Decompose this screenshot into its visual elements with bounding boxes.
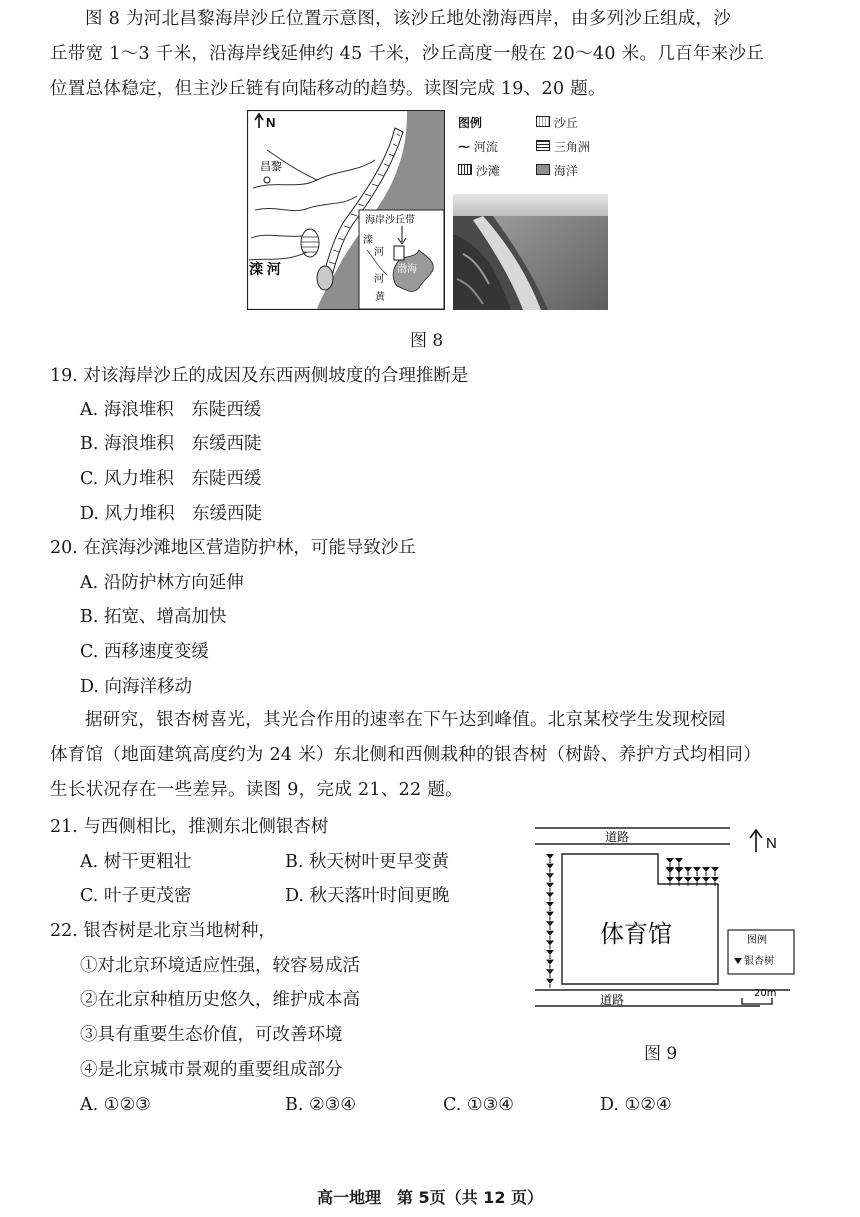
intro-line: 据研究，银杏树喜光，其光合作用的速率在下午达到峰值。北京某校学生发现校园 <box>85 710 726 730</box>
legend-label: 海洋 <box>553 164 578 178</box>
q21-option-a[interactable]: A. 树干更粗壮 <box>80 852 192 872</box>
ginkgo-tree-icon <box>546 864 554 869</box>
page-footer: 高一地理 第 5页（共 12 页） <box>316 1188 544 1207</box>
inset-river-label: 黄 <box>375 292 385 303</box>
aerial-photo <box>453 194 608 310</box>
intro-line: 图 8 为河北昌黎海岸沙丘位置示意图，该沙丘地处渤海西岸，由多列沙丘组成，沙 <box>85 9 732 29</box>
ginkgo-trees-northeast <box>666 858 719 886</box>
q21-option-b[interactable]: B. 秋天树叶更早变黄 <box>285 852 449 872</box>
inset-river-label: 河 <box>374 274 384 285</box>
ginkgo-tree-icon <box>675 877 683 882</box>
q21-option-c[interactable]: C. 叶子更茂密 <box>80 886 192 906</box>
ginkgo-tree-icon <box>546 979 554 984</box>
north-label: N <box>266 115 276 130</box>
ginkgo-tree-icon <box>684 877 692 882</box>
legend-label: 沙丘 <box>553 116 578 130</box>
inset-map <box>359 210 444 309</box>
beach-swatch-icon <box>458 164 472 175</box>
ginkgo-tree-icon <box>693 877 701 882</box>
road-bottom-label: 道路 <box>600 993 625 1007</box>
q22-option-c[interactable]: C. ①③④ <box>443 1095 514 1115</box>
fig9-legend-title: 图例 <box>747 935 767 946</box>
ginkgo-tree-icon <box>693 867 701 872</box>
ginkgo-tree-icon <box>711 867 719 872</box>
ginkgo-tree-icon <box>666 877 674 882</box>
q22-option-d[interactable]: D. ①②④ <box>600 1095 672 1115</box>
north-arrow-icon <box>750 830 762 852</box>
inset-river-label: 河 <box>374 247 384 258</box>
intro-paragraph-fig9 <box>50 703 810 808</box>
sea-swatch-icon <box>536 164 550 175</box>
q21-option-d[interactable]: D. 秋天落叶时间更晚 <box>285 886 450 906</box>
legend-label: 三角洲 <box>553 140 590 154</box>
inset-river-label: 滦 <box>363 235 373 246</box>
river-swatch-icon: ⁓ <box>458 140 470 154</box>
figure8-legend <box>458 114 608 186</box>
question-20-stem: 20. 在滨海沙滩地区营造防护林，可能导致沙丘 <box>50 538 416 558</box>
question-19-stem: 19. 对该海岸沙丘的成因及东西两侧坡度的合理推断是 <box>50 366 469 386</box>
q22-option-a[interactable]: A. ①②③ <box>80 1095 151 1115</box>
legend-title: 图例 <box>458 116 483 130</box>
figure9-diagram <box>530 822 810 1022</box>
ginkgo-tree-icon <box>546 921 554 926</box>
question-21-stem: 21. 与西侧相比，推测东北侧银杏树 <box>50 817 329 837</box>
intro-line: 体育馆（地面建筑高度约为 24 米）东北侧和西侧栽种的银杏树（树龄、养护方式均相同） <box>50 745 761 765</box>
ginkgo-tree-icon <box>711 877 719 882</box>
ginkgo-tree-icon <box>546 931 554 936</box>
scale-label: 20m <box>754 988 777 999</box>
ginkgo-tree-icon <box>666 858 674 863</box>
legend-label: 沙滩 <box>475 164 500 178</box>
figure8-caption: 图 8 <box>410 331 444 351</box>
q22-option-b[interactable]: B. ②③④ <box>285 1095 357 1115</box>
q22-statement-2: ②在北京种植历史悠久，维护成本高 <box>80 990 360 1010</box>
legend-item-beach <box>458 162 500 179</box>
legend-label: 河流 <box>473 140 498 154</box>
fig9-legend-item: 银杏树 <box>744 956 774 967</box>
delta-swatch-icon <box>536 140 550 151</box>
ginkgo-tree-icon <box>546 969 554 974</box>
q19-option-d[interactable]: D. 风力堆积 东缓西陡 <box>80 504 263 524</box>
city-marker-icon <box>264 177 270 183</box>
ginkgo-tree-icon <box>546 883 554 888</box>
q20-option-a[interactable]: A. 沿防护林方向延伸 <box>80 573 244 593</box>
question-22-stem: 22. 银杏树是北京当地树种， <box>50 921 276 941</box>
q22-statement-3: ③具有重要生态价值，可改善环境 <box>80 1025 343 1045</box>
gymnasium-label: 体育馆 <box>600 920 672 948</box>
ginkgo-tree-icon <box>734 958 742 964</box>
intro-line: 生长状况存在一些差异。读图 9，完成 21、22 题。 <box>50 780 463 800</box>
q19-option-b[interactable]: B. 海浪堆积 东缓西陡 <box>80 434 262 454</box>
q20-option-c[interactable]: C. 西移速度变缓 <box>80 642 209 662</box>
q19-option-a[interactable]: A. 海浪堆积 东陡西缓 <box>80 400 262 420</box>
delta <box>301 229 319 257</box>
ginkgo-tree-icon <box>684 867 692 872</box>
gymnasium-outline <box>562 854 718 984</box>
q20-option-d[interactable]: D. 向海洋移动 <box>80 677 193 697</box>
dune-swatch-icon <box>536 116 550 127</box>
ginkgo-tree-icon <box>546 912 554 917</box>
figure9-caption: 图 9 <box>644 1044 678 1064</box>
city-label: 昌黎 <box>260 161 282 173</box>
intro-line: 位置总体稳定，但主沙丘链有向陆移动的趋势。读图完成 19、20 题。 <box>50 79 606 99</box>
intro-paragraph-fig8 <box>50 2 810 107</box>
road-top-label: 道路 <box>605 830 630 844</box>
legend-item-dune <box>536 114 578 131</box>
q20-option-b[interactable]: B. 拓宽、增高加快 <box>80 607 227 627</box>
ginkgo-trees-west <box>546 854 554 988</box>
q19-option-c[interactable]: C. 风力堆积 东陡西缓 <box>80 469 262 489</box>
ginkgo-tree-icon <box>546 902 554 907</box>
north-label: N <box>766 835 777 852</box>
inset-label: 海岸沙丘带 <box>365 215 415 226</box>
ginkgo-tree-icon <box>546 960 554 965</box>
river-label: 滦 河 <box>249 261 281 277</box>
ginkgo-tree-icon <box>546 892 554 897</box>
ginkgo-tree-icon <box>546 950 554 955</box>
q22-statement-1: ①对北京环境适应性强，较容易成活 <box>80 956 360 976</box>
q22-statement-4: ④是北京城市景观的重要组成部分 <box>80 1060 343 1080</box>
legend-item-sea <box>536 162 578 179</box>
ginkgo-tree-icon <box>702 867 710 872</box>
ginkgo-tree-icon <box>546 854 554 859</box>
ginkgo-tree-icon <box>675 858 683 863</box>
intro-line: 丘带宽 1～3 千米，沿海岸线延伸约 45 千米，沙丘高度一般在 20～40 米。几百年来沙丘 <box>50 44 765 64</box>
legend-item-river <box>458 138 498 155</box>
ginkgo-tree-icon <box>546 873 554 878</box>
ginkgo-tree-icon <box>702 877 710 882</box>
legend-item-delta <box>536 138 590 155</box>
inset-sea-label: 渤海 <box>397 264 417 275</box>
ginkgo-tree-icon <box>546 940 554 945</box>
figure8-map <box>247 110 445 310</box>
